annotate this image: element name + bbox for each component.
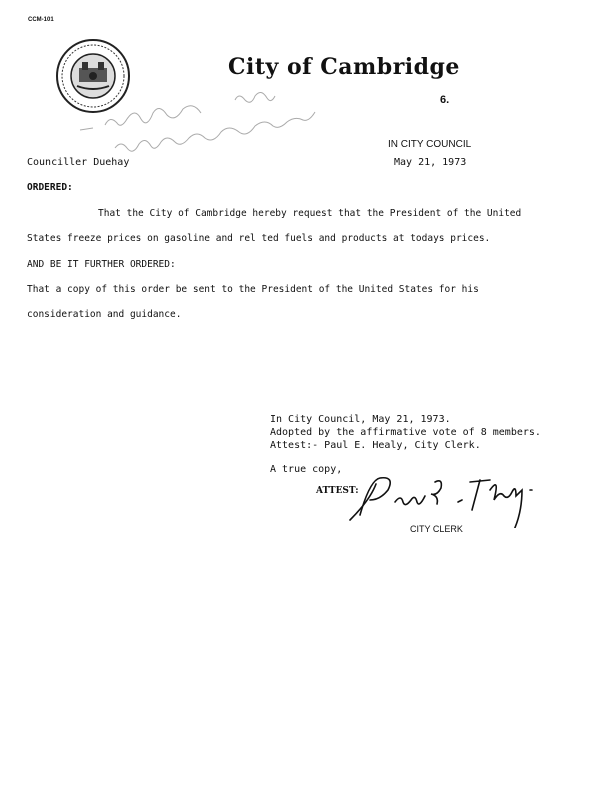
adoption-line1: In City Council, May 21, 1973. xyxy=(270,414,451,425)
council-heading: IN CITY COUNCIL xyxy=(388,139,472,150)
ordered-label: ORDERED: xyxy=(27,182,73,193)
handwritten-note-scribble xyxy=(75,80,365,160)
order-text-line2: States freeze prices on gasoline and rel ted fuels and products at todays prices. xyxy=(27,233,491,244)
order-date: May 21, 1973 xyxy=(394,157,467,168)
adoption-line3: Attest:- Paul E. Healy, City Clerk. xyxy=(270,440,481,451)
attest-label: ATTEST: xyxy=(316,486,359,496)
city-clerk-title: CITY CLERK xyxy=(410,524,463,534)
form-code: CCM-101 xyxy=(28,17,54,23)
adoption-block xyxy=(270,413,541,452)
true-copy-label: A true copy, xyxy=(270,464,343,475)
clerk-signature xyxy=(340,470,540,528)
further-text-line2: consideration and guidance. xyxy=(27,309,182,320)
page-number: 6. xyxy=(440,94,450,106)
adoption-line2: Adopted by the affirmative vote of 8 members. xyxy=(270,427,541,438)
further-text-line1: That a copy of this order be sent to the President of the United States for his xyxy=(27,284,479,295)
further-ordered-label: AND BE IT FURTHER ORDERED: xyxy=(27,259,176,270)
order-text-line1: That the City of Cambridge hereby request that the President of the United xyxy=(98,208,522,219)
sponsor-name: Counciller Duehay xyxy=(27,157,130,168)
city-title: City of Cambridge xyxy=(228,54,460,80)
